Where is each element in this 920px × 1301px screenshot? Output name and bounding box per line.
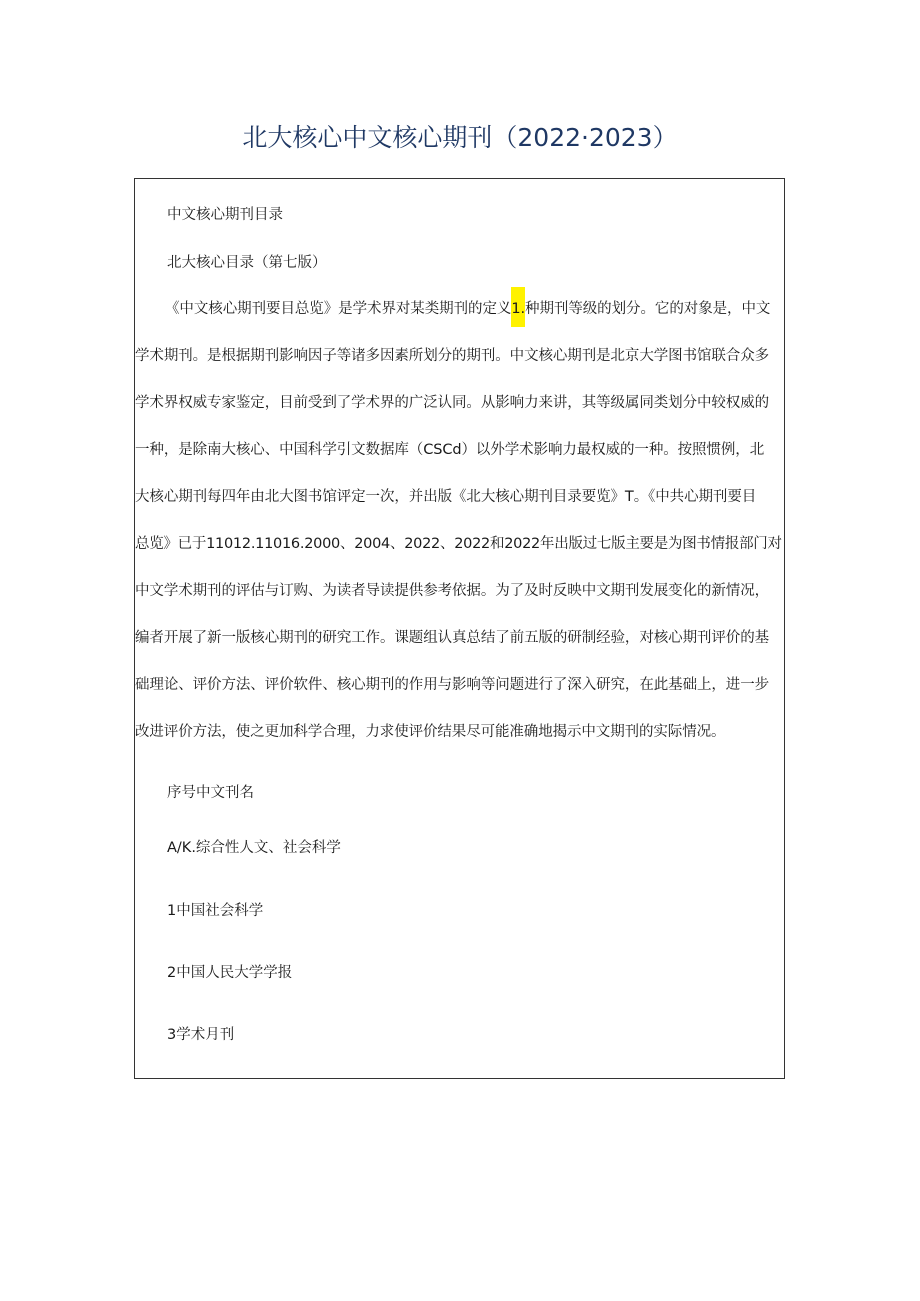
edition-heading: 北大核心目录（第七版） [167, 255, 327, 271]
paragraph-line: 础理论、评价方法、评价软件、核心期刊的作用与影响等问题进行了深入研究，在此基础上，进一步 [135, 677, 770, 693]
paragraph-line: 一种，是除南大核心、中国科学引文数据库（CSCd）以外学术影响力最权威的一种。按照惯例，北 [135, 442, 765, 458]
category-label: A/K.综合性人文、社会科学 [167, 840, 341, 856]
paragraph-line: 编者开展了新一版核心期刊的研究工作。课题组认真总结了前五版的研制经验，对核心期刊评价的基 [135, 630, 770, 646]
intro-paragraph [135, 297, 786, 757]
paragraph-text: 《中文核心期刊要目总览》是学术界对某类期刊的定义 [165, 301, 512, 317]
paragraph-line: 大核心期刊每四年由北大图书馆评定一次，并出版《北大核心期刊目录要览》T。《中共心期刊要目 [135, 489, 757, 505]
paragraph-text: 种期刊等级的划分。它的对象是，中文 [525, 301, 771, 317]
document-title: 北大核心中文核心期刊（2022·2023） [242, 123, 678, 152]
paragraph-line: 学术界权威专家鉴定，目前受到了学术界的广泛认同。从影响力来讲，其等级属同类划分中较权威的 [135, 395, 770, 411]
column-header: 序号中文刊名 [167, 785, 254, 801]
content-box [134, 178, 785, 1079]
paragraph-line [165, 297, 782, 318]
paragraph-line: 总览》已于11012.11016.2000、2004、2022、2022和2022年出版过七版主要是为图书情报部门对 [135, 536, 782, 552]
paragraph-line: 改进评价方法，使之更加科学合理，力求使评价结果尽可能准确地揭示中文期刊的实际情况。 [135, 724, 726, 740]
journal-item: 2中国人民大学学报 [167, 965, 293, 981]
paragraph-line: 中文学术期刊的评估与订购、为读者导读提供参考依据。为了及时反映中文期刊发展变化的新情况， [135, 583, 770, 599]
highlight-mark: 1. [511, 287, 525, 327]
paragraph-line: 学术期刊。是根据期刊影响因子等诸多因素所划分的期刊。中文核心期刊是北京大学图书馆联合众多 [135, 348, 770, 364]
catalog-heading: 中文核心期刊目录 [167, 207, 283, 223]
journal-item: 3学术月刊 [167, 1027, 235, 1043]
journal-item: 1中国社会科学 [167, 903, 264, 919]
